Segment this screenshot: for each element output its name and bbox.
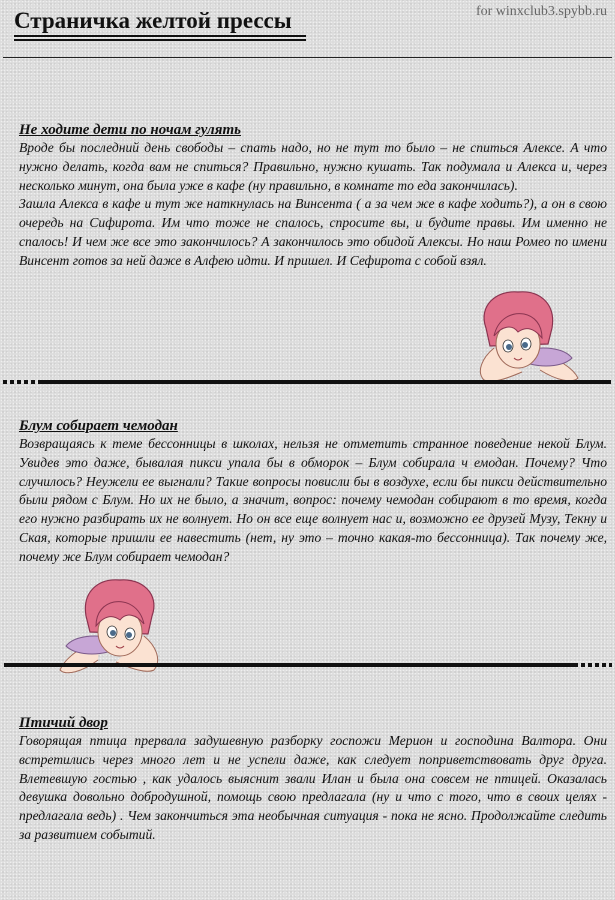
- article-2-paragraph-1: Возвращаясь к теме бессонницы в школах, нельзя не отметить странное поведение некой Блум. Увидев это даже, бывалая пикси упала бы в обморок – Блум собирала ч емодан. Почему? Что случилось? Неужели ее выгнали? Такие вопросы повисли бы в воздухе, если бы пикси действительно были рядом с Блум. Но их не было, а значит, вопрос: почему чемодан собирают в то время, когда его нужно разбирать их не волнует. Но он все еще волнует нас и, возможно ее друзей Музу, Текну и Ская, которые пришли ее навестить (нет, ну это – точно какая-то бессонница). Так почему же, почему же Блум собирает чемодан?: [19, 436, 607, 564]
- section-divider-2: [4, 663, 612, 667]
- article-2-title: Блум собирает чемодан: [19, 418, 178, 434]
- article-1: [19, 121, 607, 271]
- article-1-paragraph-2: Зашла Алекса в кафе и тут же наткнулась на Винсента ( а за чем же в кафе ходить?), а он в свою очередь на Сифирота. Им что тоже не спалось, спросите вы, и будите правы. Им именно не спалось! И чем же все это закончилось? А закончилось это обидой Алексы. Но наш Ромео по имени Винсент готов за ней даже в Алфею идти. И пришел. И Сефирота с собой взял.: [19, 196, 607, 268]
- article-1-body: [19, 139, 607, 271]
- winx-fairy-figure-mirrored-icon: [52, 576, 170, 686]
- header-divider: [3, 57, 612, 58]
- article-3-title: Птичий двор: [19, 715, 108, 731]
- section-divider-1: [3, 380, 611, 384]
- article-2: [19, 417, 607, 567]
- article-1-paragraph-1: Вроде бы последний день свободы – спать надо, но не тут то было – не спиться Алексе. А что нужно делать, когда вам не спиться? Правильно, нужно кушать. Так подумала и Алекса и, через несколько минут, она была уже в кафе (ну правильно, в комнате то еда закончилась).: [19, 140, 607, 193]
- title-underline: [14, 35, 306, 41]
- article-3-body: [19, 732, 607, 845]
- article-3: [19, 714, 607, 845]
- site-watermark: for winxclub3.spybb.ru: [475, 4, 607, 19]
- winx-fairy-figure-icon: [468, 288, 586, 392]
- page-title: Страничка желтой прессы: [14, 8, 292, 33]
- article-1-title: Не ходите дети по ночам гулять: [19, 122, 241, 138]
- article-3-paragraph-1: Говорящая птица прервала задушевную разборку госпожи Мерион и господина Валтора. Они встретились через много лет и не успели даже, как следует поприветствовать друг друга. Влетевшую гостью , как удалось выяснит звали Илан и была она совсем не птицей. Оказалась девушка довольно добродушной, помощь свою предлагала (ну и что с того, что в своих целях - предлагала ведь) . Чем закончиться эта необычная ситуация - пока не ясно. Продолжайте следить за развитием событий.: [19, 733, 607, 842]
- article-2-body: [19, 435, 607, 567]
